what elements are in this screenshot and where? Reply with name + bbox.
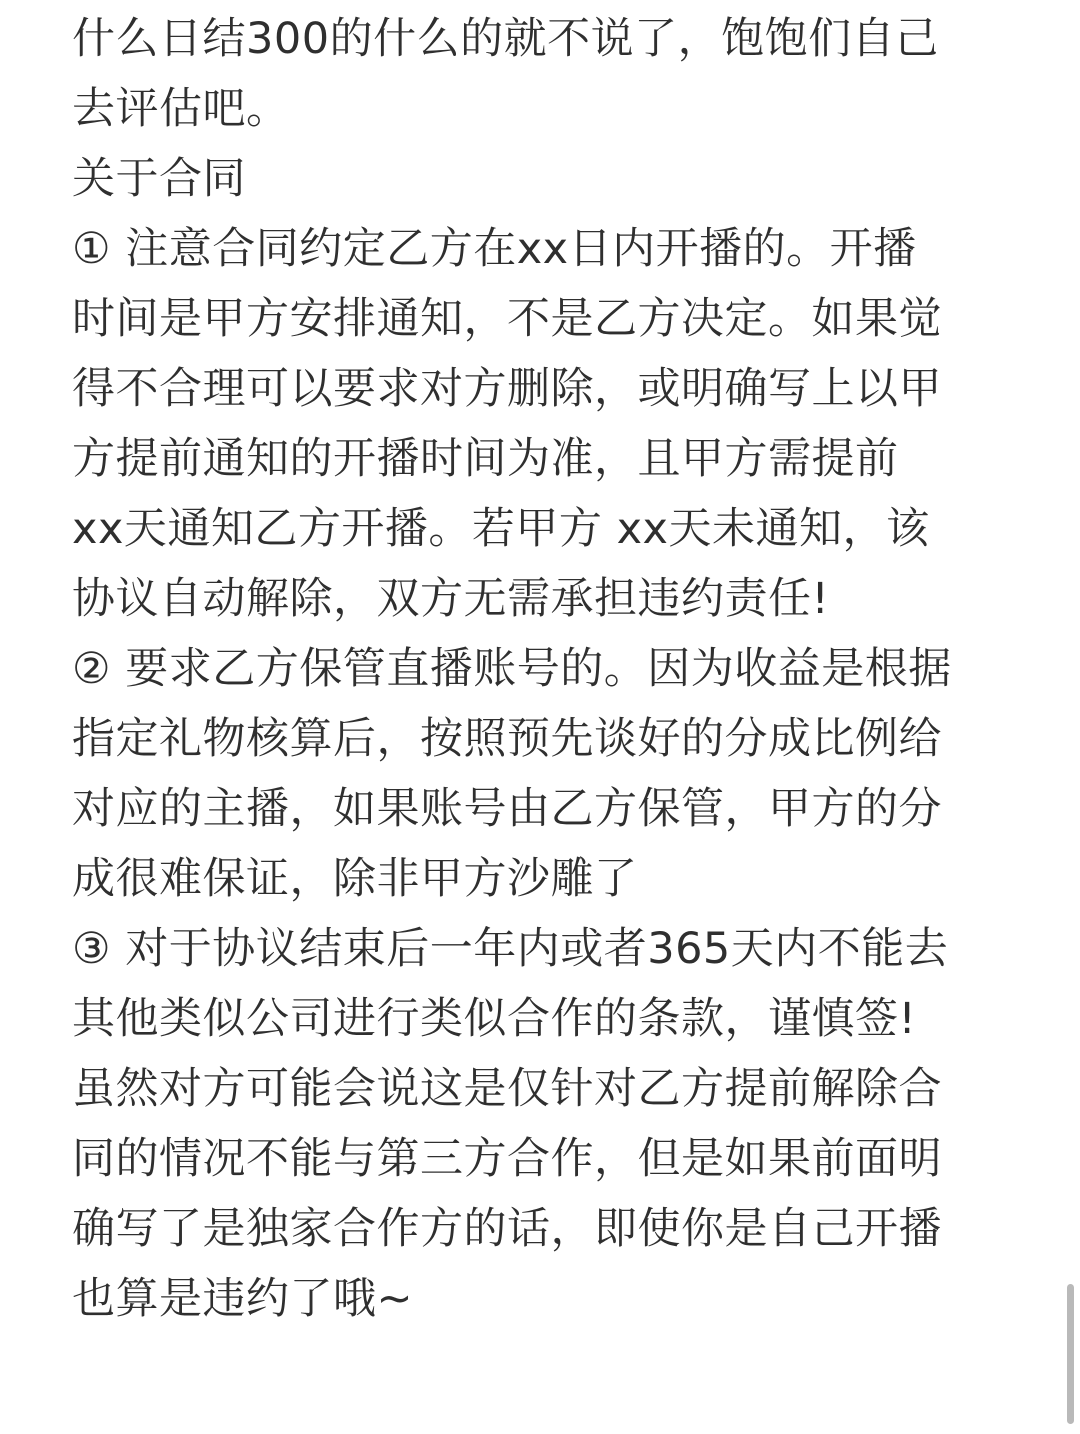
note-line: 方提前通知的开播时间为准，且甲方需提前 (72, 434, 899, 484)
note-line: ② 要求乙方保管直播账号的。因为收益是根据 (72, 644, 952, 694)
note-line: 协议自动解除，双方无需承担违约责任! (72, 574, 830, 624)
note-line: ① 注意合同约定乙方在xx日内开播的。开播 (72, 224, 917, 274)
note-line: 指定礼物核算后，按照预先谈好的分成比例给 (72, 714, 942, 764)
note-line: 成很难保证，除非甲方沙雕了 (72, 854, 638, 904)
note-line: 时间是甲方安排通知，不是乙方决定。如果觉 (72, 294, 942, 344)
note-line: 对应的主播，如果账号由乙方保管，甲方的分 (72, 784, 942, 834)
note-line: xx天通知乙方开播。若甲方 xx天未通知，该 (72, 504, 930, 554)
note-line: 也算是违约了哦~ (72, 1274, 414, 1324)
note-line: ③ 对于协议结束后一年内或者365天内不能去 (72, 924, 949, 974)
section-heading: 关于合同 (72, 154, 246, 204)
note-line: 什么日结300的什么的就不说了，饱饱们自己 (72, 14, 939, 64)
note-line: 虽然对方可能会说这是仅针对乙方提前解除合 (72, 1064, 942, 1114)
note-line: 确写了是独家合作方的话，即使你是自己开播 (72, 1204, 942, 1254)
scrollbar-thumb[interactable] (1067, 1284, 1074, 1424)
note-body (72, 4, 1012, 1334)
note-line: 其他类似公司进行类似合作的条款，谨慎签! (72, 994, 917, 1044)
note-line: 去评估吧。 (72, 84, 290, 134)
note-line: 得不合理可以要求对方删除，或明确写上以甲 (72, 364, 942, 414)
note-line: 同的情况不能与第三方合作，但是如果前面明 (72, 1134, 942, 1184)
